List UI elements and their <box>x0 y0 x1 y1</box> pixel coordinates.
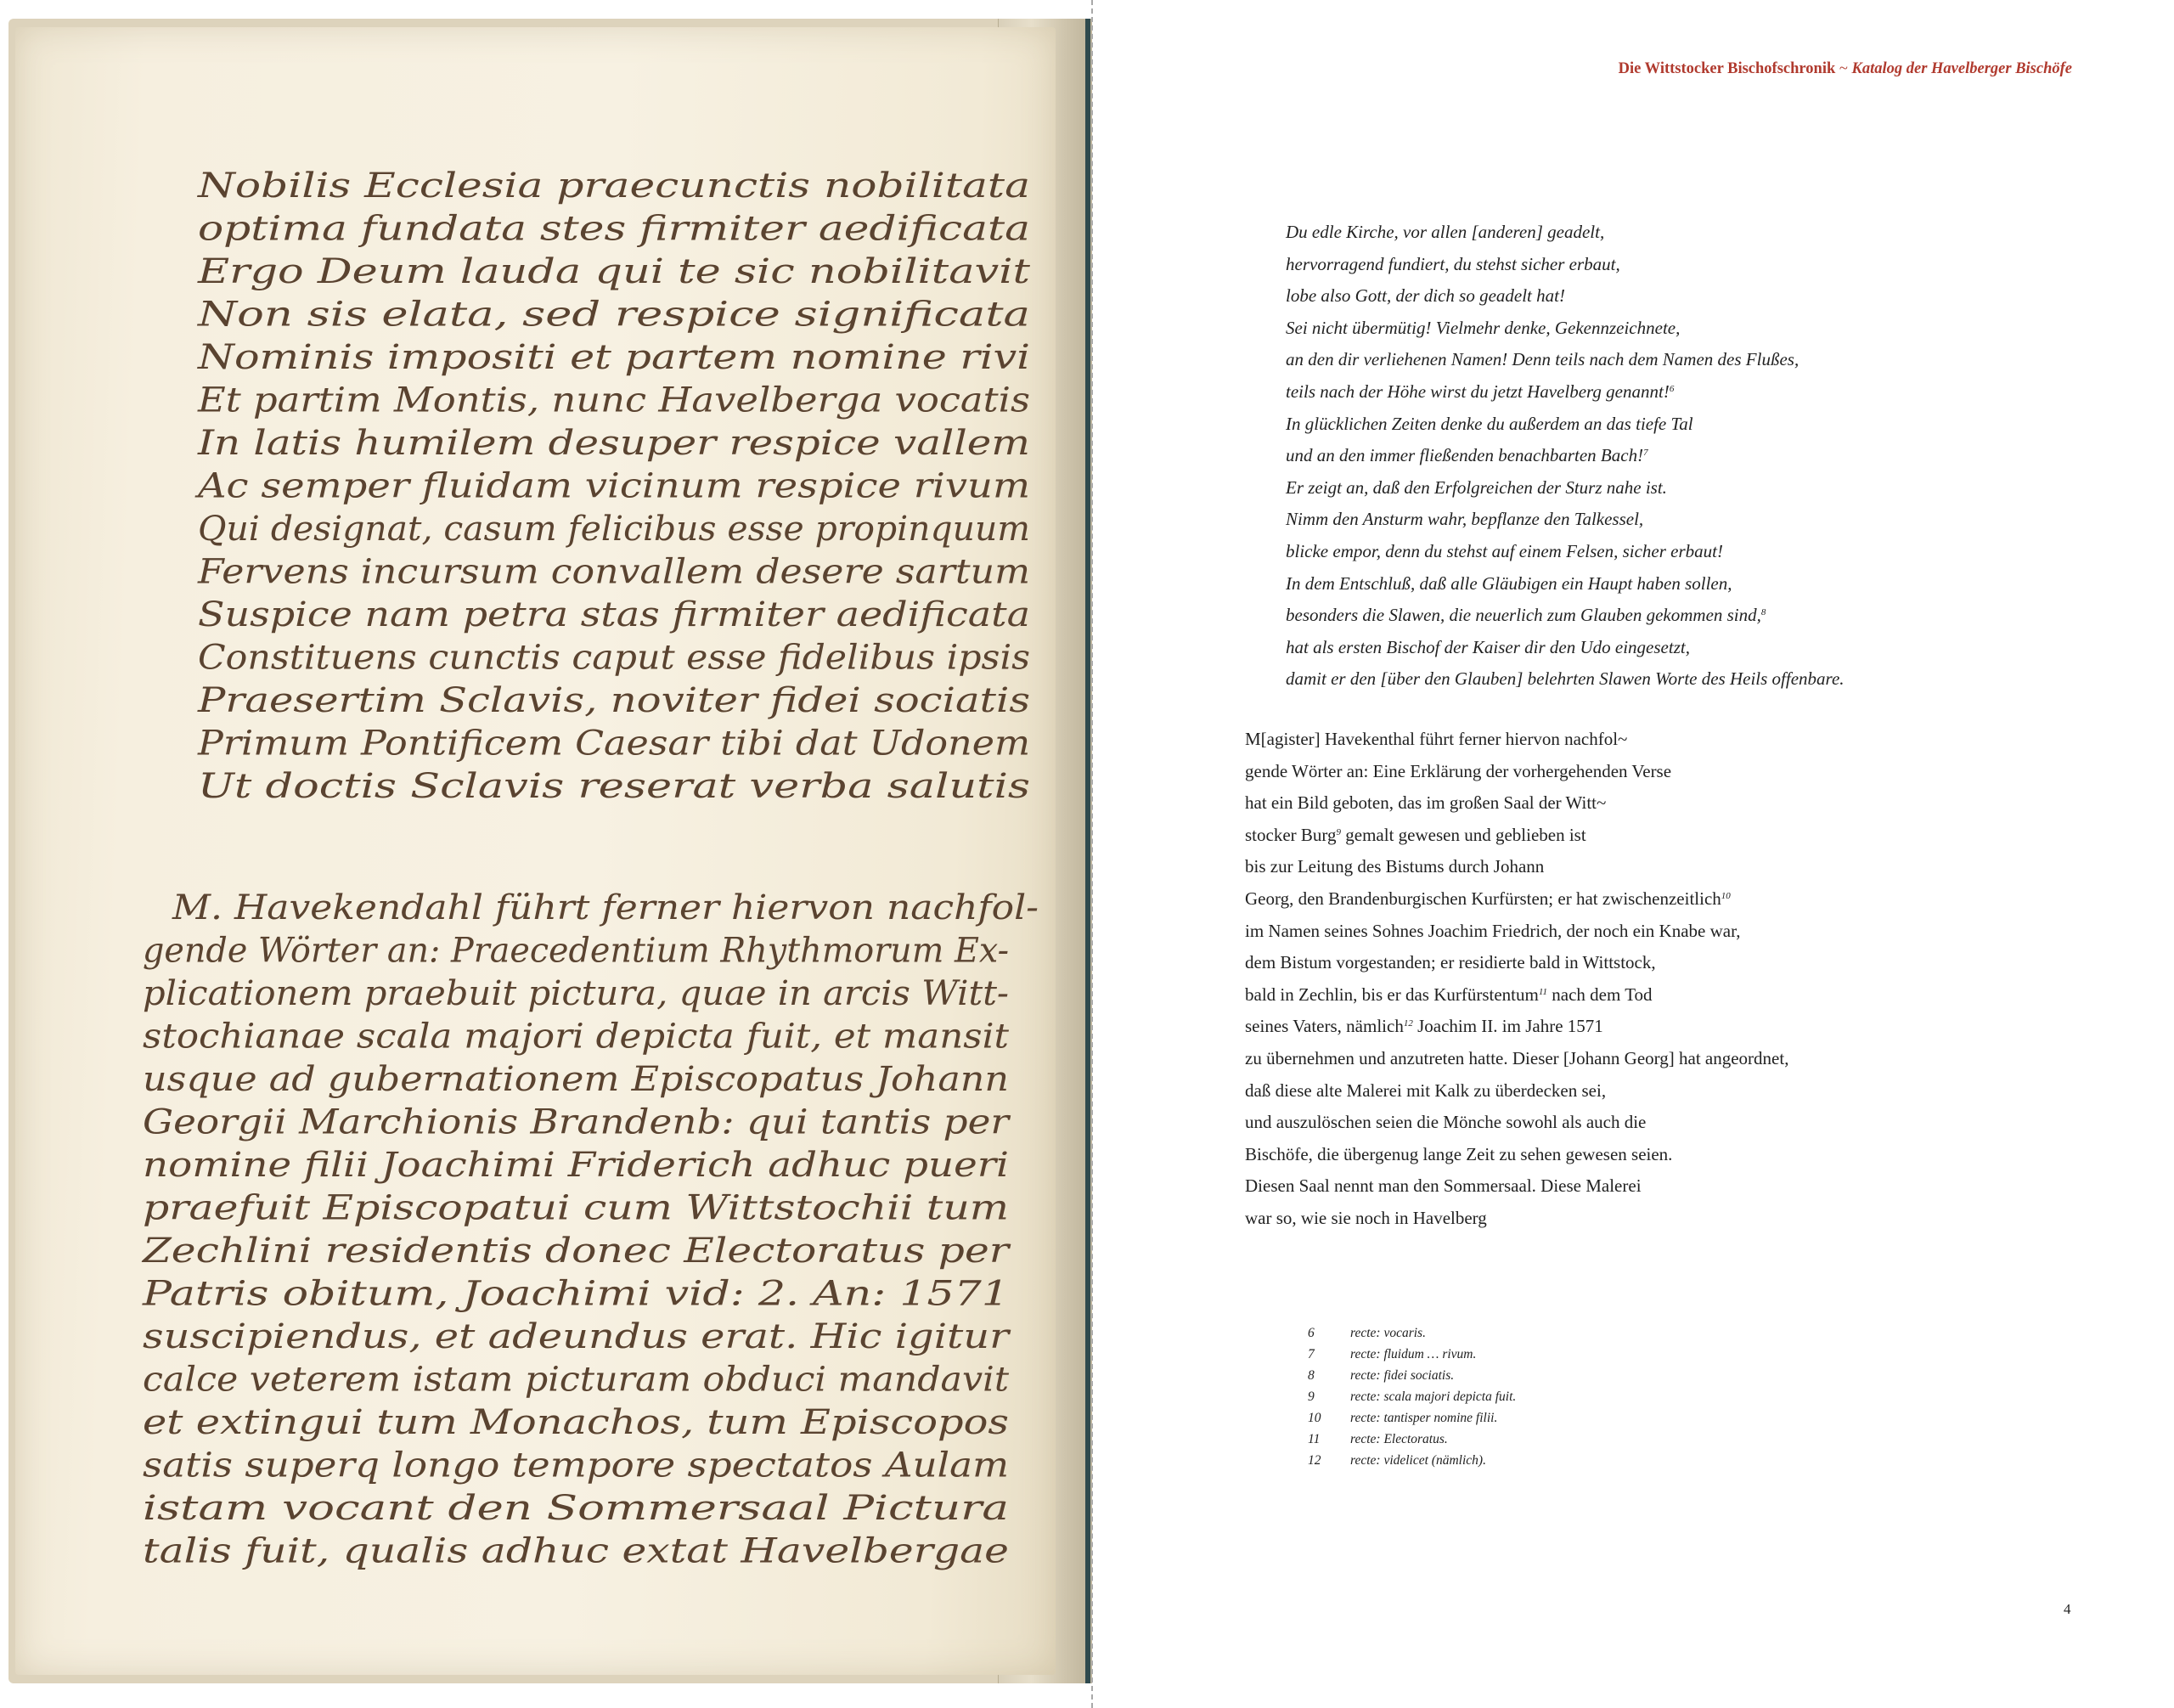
handwritten-line: Qui designat, casum felicibus esse propinquum <box>198 510 1030 549</box>
footnote-text: recte: scala majori depicta fuit. <box>1350 1390 1517 1404</box>
header-title: Die Wittstocker Bischofschronik <box>1618 60 1836 77</box>
footnote <box>1308 1365 1516 1386</box>
handwritten-line: plicationem praebuit pictura, quae in arcis Witt- <box>143 974 1009 1013</box>
footnote-text: recte: videlicet (nämlich). <box>1350 1453 1486 1468</box>
prose-text: Georg, den Brandenburgischen Kurfürsten; er hat zwischenzeitlich <box>1245 888 1721 909</box>
binding-stripe <box>1085 19 1090 1683</box>
prose-line <box>1245 1107 1788 1139</box>
prose-line <box>1245 916 1788 948</box>
verse-text: In dem Entschluß, daß alle Gläubigen ein Haupt haben sollen, <box>1286 572 1732 594</box>
prose-text: im Namen seines Sohnes Joachim Friedrich, der noch ein Knabe war, <box>1245 920 1741 941</box>
handwritten-line: Praesertim Sclavis, noviter fidei sociatis <box>196 681 1030 720</box>
footnote-ref: 9 <box>1336 826 1342 837</box>
verse-text: Nimm den Ansturm wahr, bepflanze den Talkessel, <box>1286 509 1644 530</box>
prose-line <box>1245 1203 1788 1235</box>
prose-line <box>1245 947 1788 979</box>
verse-line <box>1286 472 1845 505</box>
prose-text: Diesen Saal nennt man den Sommersaal. Diese Malerei <box>1245 1175 1642 1197</box>
footnote-text: recte: Electoratus. <box>1350 1432 1448 1446</box>
handwritten-line: et extingui tum Monachos, tum Episcopos <box>143 1403 1009 1442</box>
handwritten-line: Primum Pontificem Caesar tibi dat Udonem <box>196 724 1031 764</box>
verse-line <box>1286 280 1845 313</box>
footnote-ref: 7 <box>1643 448 1648 459</box>
footnote <box>1308 1429 1516 1450</box>
footnote-text: recte: fluidum … rivum. <box>1350 1347 1477 1361</box>
handwritten-line: Georgii Marchionis Brandenb: qui tantis per <box>143 1102 1012 1142</box>
footnote-number: 10 <box>1308 1411 1321 1425</box>
handwritten-line: istam vocant den Sommersaal Pictura <box>143 1489 1009 1528</box>
verse-text: hat als ersten Bischof der Kaiser dir den Udo eingesetzt, <box>1286 636 1690 657</box>
handwritten-line: optima fundata stes firmiter aedificata <box>198 209 1030 249</box>
verse-line <box>1286 568 1845 600</box>
verse-text: lobe also Gott, der dich so geadelt hat! <box>1286 285 1565 307</box>
footnote-number: 7 <box>1308 1347 1315 1361</box>
handwritten-line: Suspice nam petra stas firmiter aedificata <box>198 595 1030 634</box>
footnote <box>1308 1322 1516 1344</box>
footnotes <box>1308 1322 1516 1471</box>
handwritten-line: Nominis impositi et partem nomine rivi <box>196 338 1031 377</box>
verse-line <box>1286 376 1845 409</box>
handwritten-line: stochianae scala majori depicta fuit, et mansit <box>143 1017 1011 1057</box>
footnote-ref: 6 <box>1669 383 1675 394</box>
handwritten-line: Ac semper fluidam vicinum respice rivum <box>194 466 1030 506</box>
footnote-number: 9 <box>1308 1390 1315 1404</box>
header-subtitle: Katalog der Havelberger Bischöfe <box>1851 60 2072 77</box>
prose-line <box>1245 1139 1788 1171</box>
verse-text: damit er den [über den Glauben] belehrten Slawen Worte des Heils offenbare. <box>1286 668 1845 690</box>
handwritten-line: usque ad gubernationem Episcopatus Johann <box>143 1060 1009 1099</box>
footnote-number: 8 <box>1308 1368 1315 1383</box>
verse-line <box>1286 217 1845 249</box>
verse-text: Sei nicht übermütig! Vielmehr denke, Gekennzeichnete, <box>1286 317 1681 338</box>
header-separator: ~ <box>1839 60 1848 77</box>
footnote <box>1308 1344 1516 1365</box>
footnote-number: 6 <box>1308 1326 1315 1340</box>
verse-text: Du edle Kirche, vor allen [anderen] geadelt, <box>1286 222 1605 242</box>
handwritten-line: Constituens cunctis caput esse fidelibus ipsis <box>198 638 1030 678</box>
verse-line <box>1286 504 1845 536</box>
footnote-ref: 8 <box>1760 607 1766 618</box>
verse-line <box>1286 313 1845 345</box>
prose-line <box>1245 979 1788 1012</box>
verse-line <box>1286 409 1845 441</box>
handwritten-line: Zechlini residentis donec Electoratus per <box>140 1232 1012 1271</box>
verse-text: besonders die Slawen, die neuerlich zum Glauben gekommen sind, <box>1286 605 1761 626</box>
verse-text: In glücklichen Zeiten denke du außerdem an das tiefe Tal <box>1286 413 1693 434</box>
handwritten-line: In latis humilem desuper respice vallem <box>196 424 1030 463</box>
verse-line <box>1286 249 1845 281</box>
handwritten-line: Fervens incursum convallem desere sartum <box>196 552 1031 592</box>
verse-line <box>1286 632 1845 664</box>
prose-line <box>1245 1075 1788 1108</box>
handwritten-line: M. Havekendahl führt ferner hiervon nachfol- <box>171 888 1039 927</box>
handwritten-line: Nobilis Ecclesia praecunctis nobilitata <box>196 166 1030 206</box>
prose-line <box>1245 1011 1788 1043</box>
prose-text: daß diese alte Malerei mit Kalk zu überdecken sei, <box>1245 1079 1607 1101</box>
handwritten-line: Ergo Deum lauda qui te sic nobilitavit <box>196 252 1032 291</box>
footnote-text: recte: fidei sociatis. <box>1350 1368 1455 1383</box>
verse-line <box>1286 663 1845 696</box>
page-number: 4 <box>2064 1601 2071 1617</box>
prose-text-continued: nach dem Tod <box>1547 984 1653 1005</box>
prose-line <box>1245 724 1788 756</box>
prose-text-continued: gemalt gewesen und geblieben ist <box>1341 824 1586 845</box>
prose-text: stocker Burg <box>1245 824 1337 845</box>
handwritten-line: Et partim Montis, nunc Havelberga vocatis <box>196 380 1030 420</box>
prose-text: seines Vaters, nämlich <box>1245 1016 1404 1037</box>
handwritten-line: calce veterem istam picturam obduci mandavit <box>143 1360 1010 1400</box>
verse-text: hervorragend fundiert, du stehst sicher erbaut, <box>1286 253 1620 274</box>
prose-text: war so, wie sie noch in Havelberg <box>1245 1207 1487 1228</box>
verse-translation <box>1286 217 1845 696</box>
footnote <box>1308 1450 1516 1471</box>
handwritten-text <box>15 27 1056 1675</box>
page-divider <box>1091 0 1093 1708</box>
footnote-ref: 11 <box>1538 986 1548 997</box>
prose-text: dem Bistum vorgestanden; er residierte bald in Wittstock, <box>1245 952 1656 973</box>
prose-line <box>1245 1043 1788 1075</box>
footnote <box>1308 1407 1516 1429</box>
prose-text: zu übernehmen und anzutreten hatte. Dieser [Johann Georg] hat angeordnet, <box>1245 1047 1789 1068</box>
footnote-ref: 10 <box>1721 890 1731 901</box>
handwritten-line: satis superq longo tempore spectatos Aulam <box>143 1446 1009 1485</box>
prose-text: M[agister] Havekenthal führt ferner hiervon nachfol~ <box>1245 729 1628 749</box>
prose-line <box>1245 756 1788 788</box>
prose-text: gende Wörter an: Eine Erklärung der vorhergehenden Verse <box>1245 760 1672 781</box>
manuscript-sheet <box>15 27 1056 1675</box>
verse-line <box>1286 440 1845 472</box>
prose-text-continued: Joachim II. im Jahre 1571 <box>1412 1016 1603 1037</box>
prose-line <box>1245 787 1788 820</box>
verse-text: und an den immer fließenden benachbarten Bach! <box>1286 445 1644 466</box>
handwritten-line: praefuit Episcopatui cum Wittstochii tum <box>143 1188 1009 1228</box>
verse-text: teils nach der Höhe wirst du jetzt Havelberg genannt! <box>1286 380 1670 402</box>
verse-text: an den dir verliehenen Namen! Denn teils nach dem Namen des Flußes, <box>1286 349 1799 370</box>
prose-line <box>1245 851 1788 883</box>
footnote <box>1308 1386 1516 1407</box>
footnote-text: recte: tantisper nomine filii. <box>1350 1411 1498 1425</box>
handwritten-line: nomine filii Joachimi Friderich adhuc pueri <box>143 1146 1009 1185</box>
handwritten-line: suscipiendus, et adeundus erat. Hic igitur <box>143 1317 1012 1356</box>
running-header <box>1619 60 2072 78</box>
prose-text: und auszulöschen seien die Mönche sowohl als auch die <box>1245 1112 1647 1133</box>
verse-text: Er zeigt an, daß den Erfolgreichen der Sturz nahe ist. <box>1286 476 1667 498</box>
handwritten-line: Non sis elata, sed respice significata <box>196 295 1031 335</box>
verse-text: blicke empor, denn du stehst auf einem Felsen, sicher erbaut! <box>1286 540 1723 561</box>
footnote-number: 11 <box>1308 1432 1321 1446</box>
prose-text: Bischöfe, die übergenug lange Zeit zu sehen gewesen seien. <box>1245 1143 1673 1164</box>
prose-translation <box>1245 724 1788 1235</box>
handwritten-line: talis fuit, qualis adhuc extat Havelbergae <box>143 1531 1009 1571</box>
footnote-ref: 12 <box>1403 1018 1413 1029</box>
prose-text: bald in Zechlin, bis er das Kurfürstentum <box>1245 984 1539 1005</box>
verse-line <box>1286 600 1845 632</box>
prose-text: hat ein Bild geboten, das im großen Saal der Witt~ <box>1245 792 1607 814</box>
handwritten-line: gende Wörter an: Praecedentium Rhythmorum Ex- <box>143 931 1009 971</box>
prose-line <box>1245 820 1788 852</box>
verse-line <box>1286 536 1845 568</box>
footnote-number: 12 <box>1308 1453 1321 1468</box>
prose-text: bis zur Leitung des Bistums durch Johann <box>1245 856 1545 877</box>
handwritten-line: Patris obitum, Joachimi vid: 2. An: 1571 <box>141 1274 1009 1314</box>
verse-line <box>1286 344 1845 376</box>
handwritten-line: Ut doctis Sclavis reserat verba salutis <box>198 767 1030 806</box>
footnote-text: recte: vocaris. <box>1350 1326 1426 1340</box>
prose-line <box>1245 1170 1788 1203</box>
prose-line <box>1245 883 1788 916</box>
